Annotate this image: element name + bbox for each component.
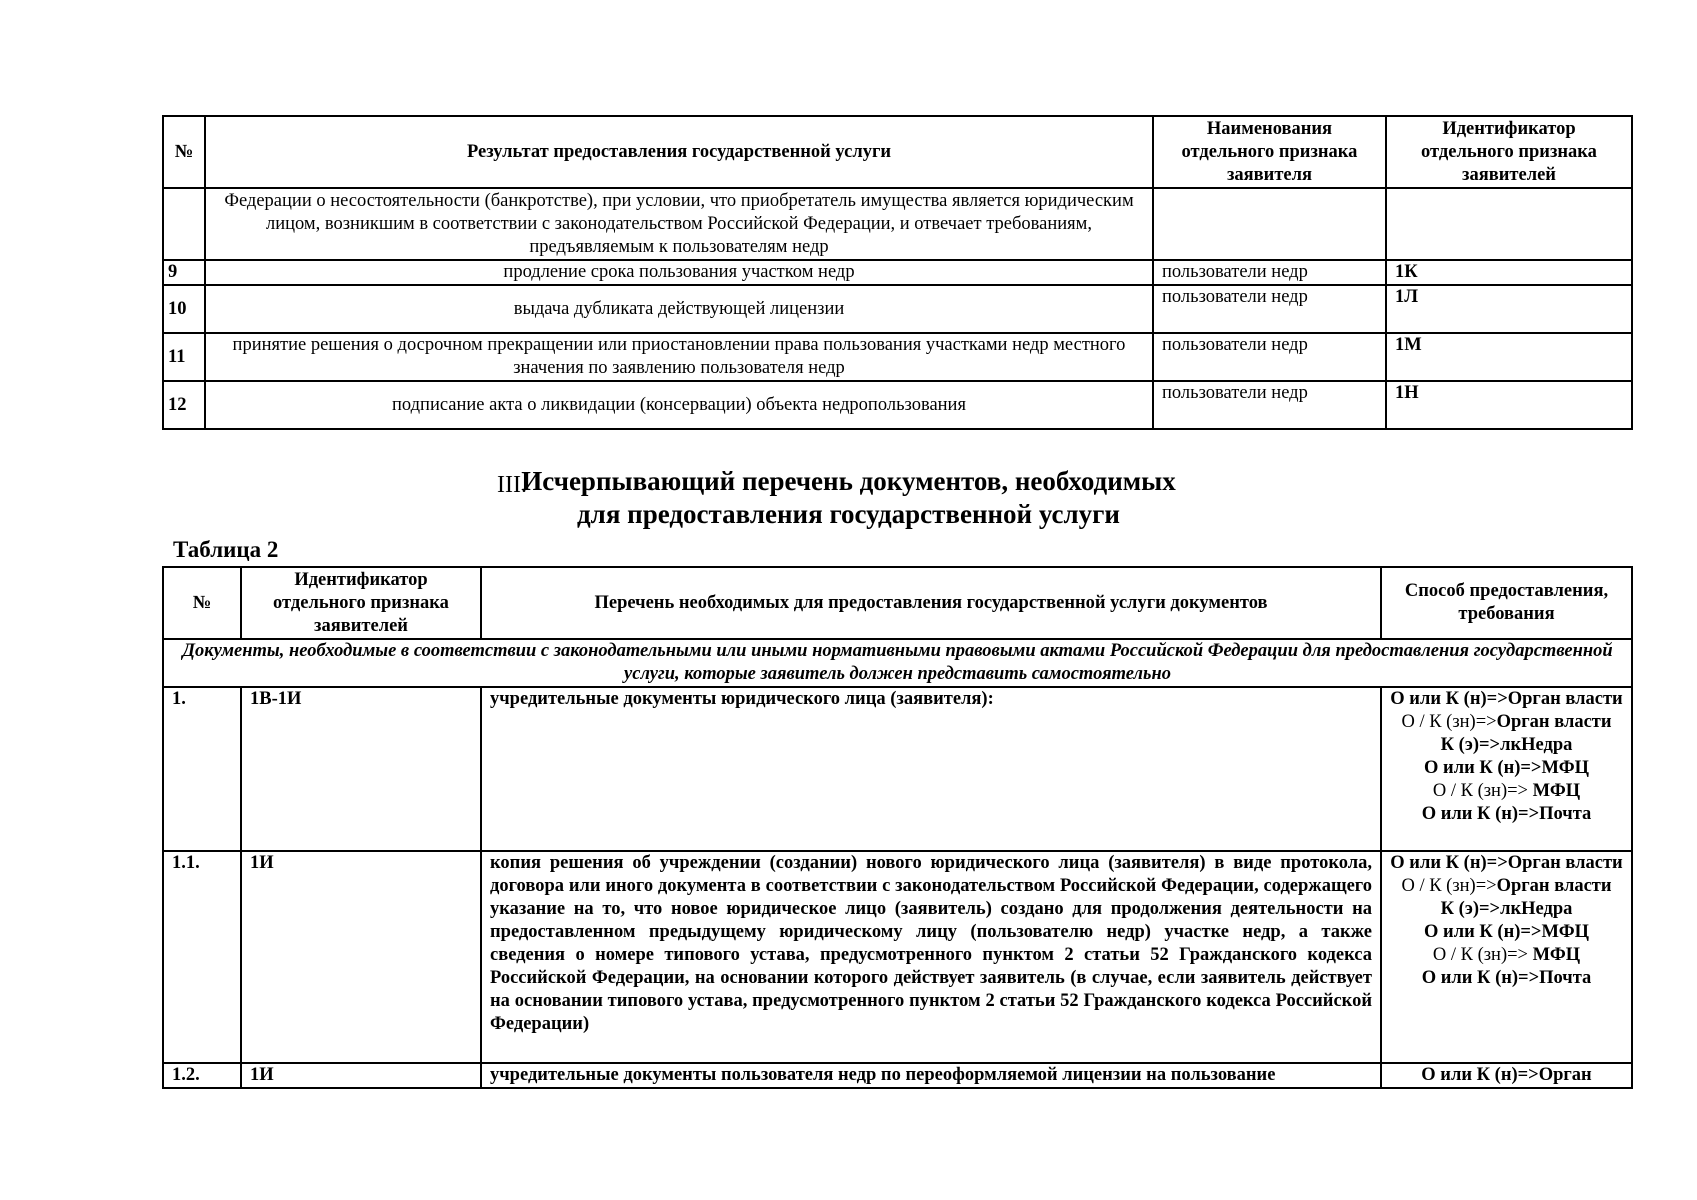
row-ident: 1И [241, 851, 481, 1063]
group-heading: Документы, необходимые в соответствии с законодательными или иными нормативными правовыми актами Российской Федерации для предоставления государственной услуги, которые заявитель должен представить самостоятельно [163, 639, 1632, 687]
row-result: Федерации о несостоятельности (банкротстве), при условии, что приобретатель имущества является юридическим лицом, возникшим в соответствии с законодательством Российской Федерации, и отвечает требованиям, предъявляемым к пользователям недр [205, 188, 1153, 260]
row-num: 9 [163, 260, 205, 285]
header-result: Результат предоставления государственной услуги [205, 116, 1153, 188]
way-mfc: О или К (н)=>МФЦ [1424, 922, 1589, 942]
row-ident: 1Н [1386, 381, 1632, 429]
way-mfc-zn [1390, 944, 1623, 967]
section-number: III. [497, 472, 527, 498]
way-organ-zn-prefix: О / К (зн)=> [1401, 876, 1497, 896]
row-num: 1. [163, 687, 241, 851]
way-post: О или К (н)=>Почта [1421, 968, 1592, 988]
header-docs: Перечень необходимых для предоставления государственной услуги документов [481, 567, 1381, 639]
row-ident: 1И [241, 1063, 481, 1088]
documents-table-header [163, 567, 1632, 639]
way-organ: О или К (н)=>Орган власти [1390, 689, 1623, 709]
section-title-line2: для предоставления государственной услуги [577, 499, 1120, 529]
way-lknedra: К (э)=>лкНедра [1440, 899, 1573, 919]
row-name [1153, 188, 1386, 260]
row-num: 1.2. [163, 1063, 241, 1088]
row-doc: учредительные документы юридического лица (заявителя): [481, 687, 1381, 851]
group-row [163, 639, 1632, 687]
table-row [163, 260, 1632, 285]
table-caption: Таблица 2 [173, 537, 279, 562]
way-mfc: О или К (н)=>МФЦ [1424, 758, 1589, 778]
row-doc: копия решения об учреждении (создании) нового юридического лица (заявителя) в виде протокола, договора или иного документа в соответствии с законодательством Российской Федерации, содержащего указание на то, что новое юридическое лицо (заявитель) создано для продолжения деятельности на предоставленном предыдущему юридическому лицу (пользователю недр) участке недр, а также сведения о номере типового устава, предусмотренного пунктом 2 статьи 52 Гражданского кодекса Российской Федерации, на основании которого действует заявитель (в случае, если заявитель действует на основании типового устава, предусмотренного пунктом 2 статьи 52 Гражданского кодекса Российской Федерации) [481, 851, 1381, 1063]
table-row [163, 687, 1632, 851]
row-ident [1386, 188, 1632, 260]
table-row [163, 285, 1632, 333]
row-name: пользователи недр [1153, 260, 1386, 285]
way-mfc-zn-prefix: О / К (зн)=> [1432, 945, 1528, 965]
row-ident: 1В-1И [241, 687, 481, 851]
way-organ-zn-suffix: Орган власти [1496, 712, 1612, 732]
row-num: 12 [163, 381, 205, 429]
row-name: пользователи недр [1153, 285, 1386, 333]
table-row [163, 333, 1632, 381]
table-row [163, 188, 1632, 260]
row-way: О или К (н)=>Орган [1381, 1063, 1632, 1088]
section-title-line1: Исчерпывающий перечень документов, необходимых [521, 466, 1176, 496]
way-lknedra: К (э)=>лкНедра [1440, 735, 1573, 755]
row-result: подписание акта о ликвидации (консервации) объекта недропользования [205, 381, 1153, 429]
way-organ-zn [1390, 711, 1623, 734]
row-way [1381, 687, 1632, 851]
row-name: пользователи недр [1153, 381, 1386, 429]
documents-table [162, 566, 1633, 1089]
way-mfc-zn-suffix: МФЦ [1528, 781, 1581, 801]
way-post: О или К (н)=>Почта [1421, 804, 1592, 824]
row-num: 10 [163, 285, 205, 333]
row-result: выдача дубликата действующей лицензии [205, 285, 1153, 333]
row-doc: учредительные документы пользователя недр по переоформляемой лицензии на пользование [481, 1063, 1381, 1088]
table-row [163, 851, 1632, 1063]
row-num: 1.1. [163, 851, 241, 1063]
results-table [162, 115, 1633, 430]
table-row [163, 1063, 1632, 1088]
row-num: 11 [163, 333, 205, 381]
way-mfc-zn-prefix: О / К (зн)=> [1432, 781, 1528, 801]
header-num: № [163, 567, 241, 639]
header-ident: Идентификатор отдельного признака заявителей [241, 567, 481, 639]
way-mfc-zn [1390, 780, 1623, 803]
row-result: принятие решения о досрочном прекращении или приостановлении права пользования участками недр местного значения по заявлению пользователя недр [205, 333, 1153, 381]
results-table-header [163, 116, 1632, 188]
table-row [163, 381, 1632, 429]
way-organ-zn-prefix: О / К (зн)=> [1401, 712, 1497, 732]
way-mfc-zn-suffix: МФЦ [1528, 945, 1581, 965]
way-organ-zn-suffix: Орган власти [1496, 876, 1612, 896]
row-name: пользователи недр [1153, 333, 1386, 381]
way-organ: О или К (н)=>Орган власти [1390, 853, 1623, 873]
header-name: Наименования отдельного признака заявителя [1153, 116, 1386, 188]
row-ident: 1Л [1386, 285, 1632, 333]
header-num: № [163, 116, 205, 188]
row-way [1381, 851, 1632, 1063]
row-ident: 1К [1386, 260, 1632, 285]
header-way: Способ предоставления, требования [1381, 567, 1632, 639]
way-organ-zn [1390, 875, 1623, 898]
row-result: продление срока пользования участком недр [205, 260, 1153, 285]
header-ident: Идентификатор отдельного признака заявителей [1386, 116, 1632, 188]
row-num [163, 188, 205, 260]
row-ident: 1М [1386, 333, 1632, 381]
